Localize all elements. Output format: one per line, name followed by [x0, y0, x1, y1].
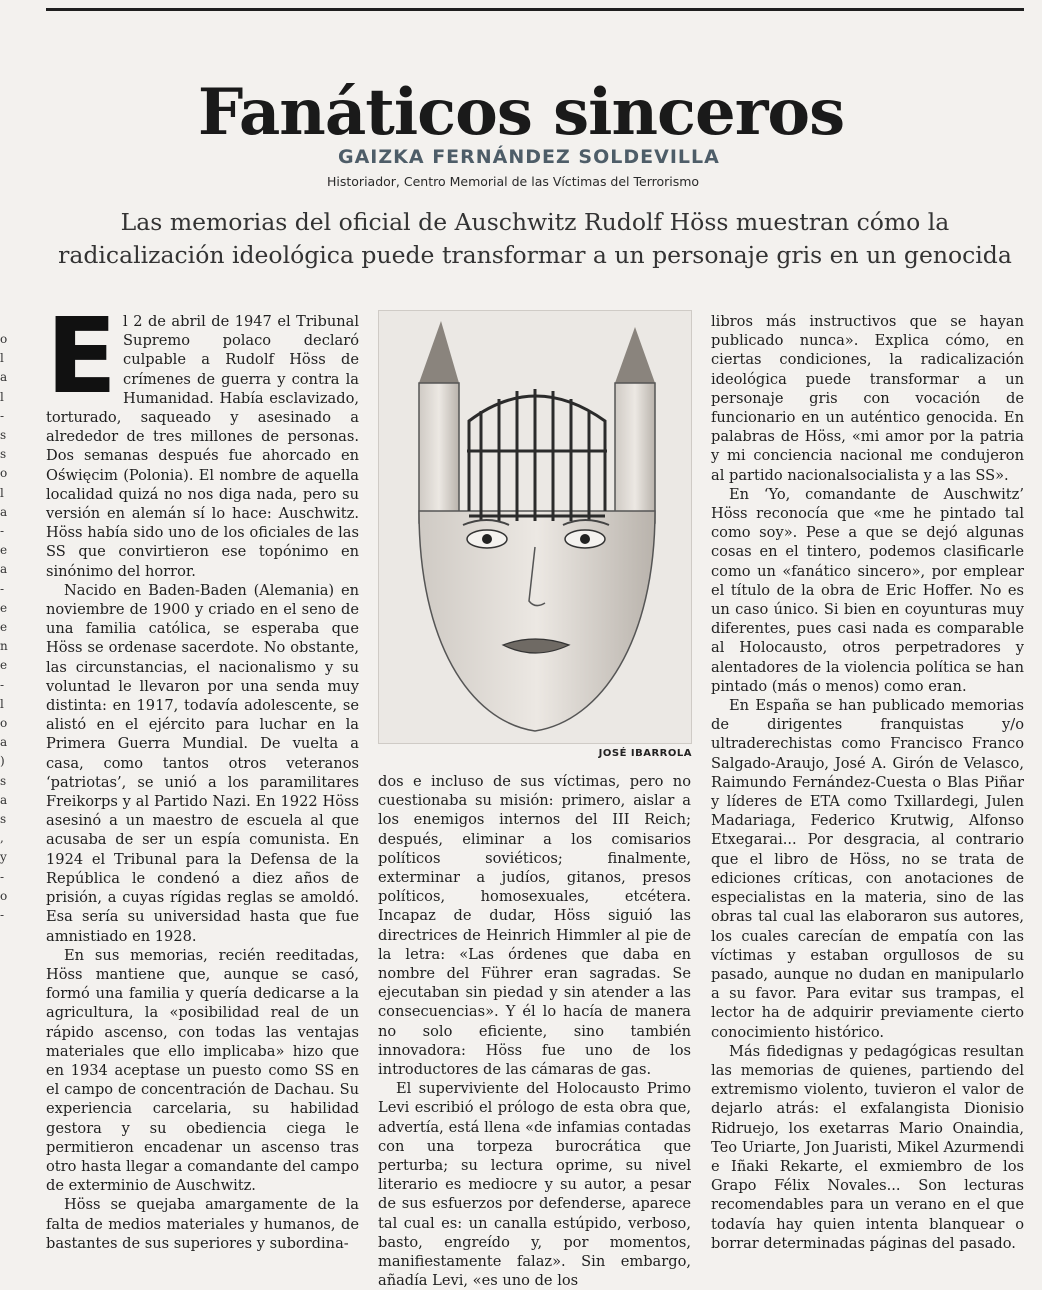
drop-cap: E	[46, 295, 118, 417]
edge-fragment: a	[0, 562, 8, 577]
edge-fragment: l	[0, 351, 4, 366]
paragraph-1	[46, 295, 359, 581]
article-subtitle	[30, 206, 1040, 272]
edge-fragment: e	[0, 600, 8, 615]
edge-fragment: e	[0, 658, 8, 673]
edge-fragment: -	[0, 581, 5, 596]
author-role: Historiador, Centro Memorial de las Víctimas del Terrorismo	[327, 174, 700, 189]
edge-fragment: a	[0, 792, 8, 807]
edge-fragment: -	[0, 869, 5, 884]
edge-fragment: )	[0, 754, 5, 769]
paragraph: dos e incluso de sus víctimas, pero no cuestionaba su misión: primero, aislar a los enemigos internos del III Reich; después, eliminar a los comisarios políticos soviéticos; finalmente, exterminar a judíos, gitanos, presos políticos, homosexuales, etcétera. Incapaz de dudar, Höss siguió las directrices de Heinrich Himmler al pie de la letra: «Las órdenes que daba en nombre del Führer eran sagradas. Se ejecutaban sin piedad y sin atender a las consecuencias». Y él lo hacía de manera no solo eficiente, sino también innovadora: Höss fue uno de los introductores de las cámaras de gas.	[378, 773, 691, 1079]
edge-fragment: ,	[0, 831, 4, 846]
edge-fragment: o	[0, 716, 8, 731]
edge-fragment: -	[0, 408, 5, 423]
edge-fragment: -	[0, 677, 5, 692]
edge-fragment: -	[0, 908, 5, 923]
paragraph: El superviviente del Holocausto Primo Levi escribió el prólogo de esta obra que, advertía, está llena «de infamias contadas con una torpeza burocrática que perturba; su lectura oprime, su nivel literario es mediocre y su autor, a pesar de sus esfuerzos por defenderse, aparece tal cual es: un canalla estúpido, verboso, basto, engreído y, por momentos, manifiestamente falaz». Sin embargo, añadía Levi, «es uno de los	[378, 1080, 691, 1290]
author-name: GAIZKA FERNÁNDEZ SOLDEVILLA	[338, 146, 720, 168]
edge-fragment: s	[0, 428, 7, 443]
paragraph: Höss se quejaba amargamente de la falta de medios materiales y humanos, de bastantes de sus superiores y subordina-	[46, 1196, 359, 1252]
subtitle-line-1: Las memorias del oficial de Auschwitz Rudolf Höss muestran cómo la	[120, 208, 950, 236]
paragraph: En España se han publicado memorias de dirigentes franquistas y/o ultraderechistas como Francisco Franco Salgado-Araujo, José A. Girón de Velasco, Raimundo Fernández-Cuesta o Blas Piñar y líderes de ETA como Txillardegi, Julen Madariaga, Federico Krutwig, Alfonso Etxegarai... Por desgracia, al contrario que el libro de Höss, no se trata de ediciones críticas, con anotaciones de especialistas en la materia, sino de las obras tal cual las elaboraron sus autores, los cuales carecían de empatía con las víctimas y estaban orgullosos de su pasado, aunque no dudan en manipularlo a su favor. Para evitar sus trampas, el lector ha de adquirir previamente cierto conocimiento histórico.	[711, 697, 1024, 1041]
edge-fragment: a	[0, 370, 8, 385]
edge-fragment: o	[0, 466, 8, 481]
edge-fragment: l	[0, 485, 4, 500]
edge-fragment: o	[0, 888, 8, 903]
edge-fragment: -	[0, 524, 5, 539]
illustration-face-with-gate	[378, 310, 692, 744]
paragraph: En ‘Yo, comandante de Auschwitz’ Höss reconocía que «me he pintado tal como soy». Pese a que se dejó algunas cosas en el tintero, podemos clasificarle como un «fanático sincero», por emplear el título de la obra de Eric Hoffer. No es un caso único. Si bien en coyunturas muy diferentes, pues casi nada es comparable al Holocausto, otros perpetradores y alentadores de la violencia política se han pintado (más o menos) como eran.	[711, 485, 1024, 695]
article-column-2	[378, 772, 691, 1290]
paragraph: En sus memorias, recién reeditadas, Höss mantiene que, aunque se casó, formó una familia y quería dedicarse a la agricultura, la «posibilidad real de un rápido ascenso, con todas las ventajas materiales que ello implicaba» hizo que en 1934 aceptase un puesto como SS en el campo de concentración de Dachau. Su experiencia carcelaria, su habilidad gestora y su obediencia ciega le permitieron encadenar un ascenso tras otro hasta llegar a comandante del campo de exterminio de Auschwitz.	[46, 946, 359, 1195]
edge-fragment: s	[0, 447, 7, 462]
edge-fragment: s	[0, 812, 7, 827]
edge-fragment: n	[0, 639, 8, 654]
edge-fragment: a	[0, 735, 8, 750]
edge-fragment: s	[0, 773, 7, 788]
illustration-credit: JOSÉ IBARROLA	[598, 748, 692, 759]
adjacent-column-fragment	[0, 330, 10, 1280]
subtitle-line-2: radicalización ideológica puede transformar a un personaje gris en un genocida	[58, 241, 1012, 269]
edge-fragment: l	[0, 389, 4, 404]
article-column-1	[46, 295, 359, 1253]
edge-fragment: e	[0, 543, 8, 558]
edge-fragment: a	[0, 504, 8, 519]
article-title: Fanáticos sinceros	[197, 74, 845, 150]
paragraph-1-text: l 2 de abril de 1947 el Tribunal Supremo polaco declaró culpable a Rudolf Höss de crímenes de guerra y contra la Humanidad. Había esclavizado, torturado, saqueado y asesinado a alrededor de tres millones de personas. Dos semanas después fue ahorcado en Oświęcim (Polonia). El nombre de aquella localidad quizá no nos diga nada, pero su versión en alemán sí lo hace: Auschwitz. Höss había sido uno de los oficiales de las SS que convirtieron ese topónimo en sinónimo del horror.	[46, 313, 359, 580]
top-rule	[46, 8, 1024, 11]
paragraph: Más fidedignas y pedagógicas resultan las memorias de quienes, partiendo del extremismo violento, tuvieron el valor de dejarlo atrás: el exfalangista Dionisio Ridruejo, los exetarras Mario Onaindia, Teo Uriarte, Jon Juaristi, Mikel Azurmendi e Iñaki Rekarte, el exmiembro de los Grapo Félix Novales... Son lecturas recomendables para un verano en el que todavía hay quien intenta blanquear o borrar determinadas páginas del pasado.	[711, 1042, 1024, 1252]
edge-fragment: e	[0, 620, 8, 635]
edge-fragment: l	[0, 696, 4, 711]
edge-fragment: y	[0, 850, 7, 865]
article-column-3	[711, 312, 1024, 1253]
paragraph: Nacido en Baden-Baden (Alemania) en noviembre de 1900 y criado en el seno de una familia católica, se esperaba que Höss se ordenase sacerdote. No obstante, las circunstancias, el nacionalismo y su voluntad le llevaron por una senda muy distinta: en 1917, todavía adolescente, se alistó en el ejército para luchar en la Primera Guerra Mundial. De vuelta a casa, como tantos otros veteranos ‘patriotas’, se unió a los paramilitares Freikorps y al Partido Nazi. En 1922 Höss asesinó a un maestro de escuela al que acusaba de ser un espía comunista. En 1924 el Tribunal para la Defensa de la República le condenó a diez años de prisión, a cuyas rígidas reglas se amoldó. Esa sería su universidad hasta que fue amnistiado en 1928.	[46, 581, 359, 945]
edge-fragment: o	[0, 332, 8, 346]
paragraph: libros más instructivos que se hayan publicado nunca». Explica cómo, en ciertas condiciones, la radicalización ideológica puede transformar a un personaje gris con vocación de funcionario en un auténtico genocida. En palabras de Höss, «mi amor por la patria y mi conciencia nacional me condujeron al partido nacionalsocialista y a las SS».	[711, 313, 1024, 484]
